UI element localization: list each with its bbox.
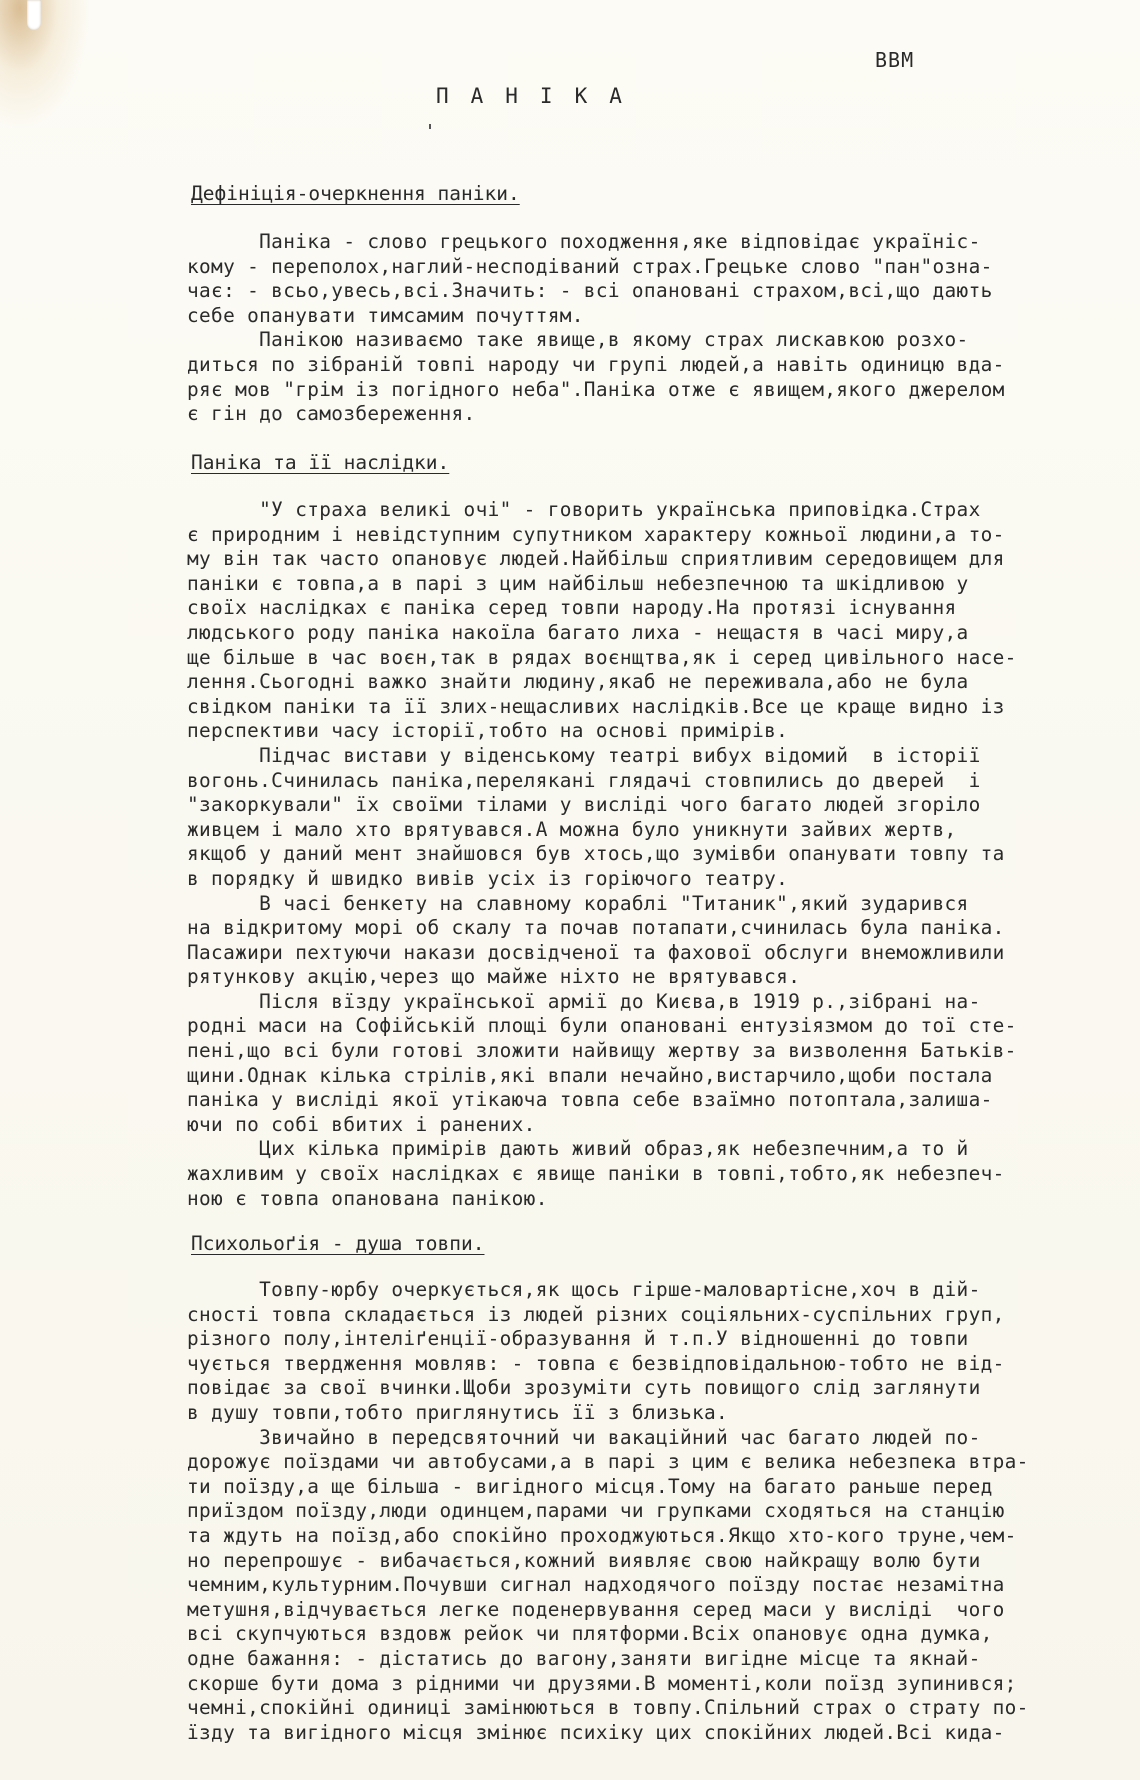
text-line: різного полу,інтеліґенції-образування й т.п.У відношенні до товпи [187,1327,969,1351]
text-line: всі скупчуються вздовж рейок чи плятформи.Всіх опановує одна думка, [187,1622,993,1646]
text-line: "закоркували" їх своїми тілами у висліді чого багато людей згоріло [187,793,981,817]
text-line: лення.Сьогодні важко знайти людину,якаб не переживала,або не була [187,670,969,694]
text-line: в порядку й швидко вивів усіх із горіючого театру. [187,866,789,890]
document-title: ПАНІКА [436,84,644,108]
text-line: сності товпа складається із людей різних соціяльних-суспільних груп, [187,1302,1005,1326]
text-line: людського роду паніка накоїла багато лиха - нещастя в часі миру,а [187,620,969,644]
text-line: є гін до самозбереження. [187,402,476,426]
text-line: одне бажання: - дістатись до вагону,заняти вигідне місце та якнай- [187,1646,981,1670]
text-line: паніка у висліді якої утікаюча товпа себе взаїмно потоптала,залиша- [187,1088,993,1112]
text-line: Після вїзду української армії до Києва,в 1919 р.,зібрані на- [187,989,981,1013]
text-line: чемним,культурним.Почувши сигнал надходячого поїзду постає незамітна [187,1573,1005,1597]
text-line: ряє мов "грім із погідного неба".Паніка отже є явищем,якого джерелом [187,377,1005,401]
text-line: Пасажири пехтуючи накази досвідченої та фахової обслуги внеможливили [187,940,1005,964]
text-line: му він так часто опановує людей.Найбільш сприятливим середовищем для [187,547,1005,571]
section-heading-consequences: Паніка та її наслідки. [191,451,450,474]
ink-mark [429,124,431,129]
section-heading-definition: Дефініція-очеркнення паніки. [191,182,520,205]
document-code: ВВМ [875,48,915,72]
text-line: Звичайно в передсвяточний чи вакаційний час багато людей по- [187,1425,981,1449]
text-line: Підчас вистави у віденському театрі вибух відомий в історії [187,743,981,767]
text-line: кому - переполох,наглий-несподіваний страх.Грецьке слово "пан"озна- [187,254,993,278]
text-line: їзду та вигідного місця змінює психіку цих спокійних людей.Всі кида- [187,1720,1005,1744]
text-line: ною є товпа опанована панікою. [187,1186,548,1210]
text-line: "У страха великі очі" - говорить українська приповідка.Страх [187,498,981,521]
text-line: пені,що всі були готові зложити найвищу жертву за визволення Батьків- [187,1039,1017,1063]
text-line: ючи по собі вбитих і ранених. [187,1112,536,1136]
text-line: метушня,відчувається легке поденервування серед маси у висліді чого [187,1597,1005,1621]
text-line: родні маси на Софійській площі були опановані ентузіязмом до тої сте- [187,1014,1017,1038]
text-line: Товпу-юрбу очеркується,як щось гірше-маловартісне,хоч в дій- [187,1278,981,1301]
text-line: но перепрошує - вибачається,кожний виявляє свою найкращу волю бути [187,1548,981,1572]
text-line: є природним і невідступним супутником характеру кожньої людини,а то- [187,522,1005,546]
text-line: ти поїзду,а ще більша - вигідного місця.Тому на багато раньше перед [187,1474,993,1498]
text-line: скорше бути дома з рідними чи друзями.В моменті,коли поїзд зупинився; [187,1671,1017,1695]
text-line: жахливим у своїх наслідках є явище паніки в товпі,тобто,як небезпеч- [187,1162,1005,1186]
text-line: дорожує поїздами чи автобусами,а в парі з цим є велика небезпека втра- [187,1450,1029,1474]
text-line: В часі бенкету на славному кораблі "Титаник",який зударився [187,891,969,915]
text-line: диться по зібраній товпі народу чи групі людей,а навіть одиницю вда- [187,352,1005,376]
text-line [187,1745,1087,1770]
text-line: рятункову акцію,через що майже ніхто не врятувався. [187,965,801,989]
text-line: ще більше в час воєн,так в рядах воєнщтва,як і серед цивільного насе- [187,645,1017,669]
section-heading-psychology: Психольоґія - душа товпи. [191,1232,485,1255]
text-line: чується твердження мовляв: - товпа є безвідповідальною-тобто не від- [187,1351,1005,1375]
text-line: в душу товпи,тобто приглянутись її з близька. [187,1400,729,1424]
section-body-consequences [187,498,1087,1236]
text-line: щини.Однак кілька стрілів,які впали нечайно,вистарчило,щоби постала [187,1063,993,1087]
text-line: перспективи часу історії,тобто на основі примірів. [187,719,789,743]
text-line: Паніка - слово грецького походження,яке відповідає україніс- [187,230,981,253]
section-body-psychology [187,1278,1087,1770]
punch-hole [27,0,41,30]
text-line: свідком паніки та її злих-нещасливих наслідків.Все це краще видно із [187,694,1005,718]
text-line: повідає за свої вчинки.Щоби зрозуміти суть повищого слід заглянути [187,1376,981,1400]
text-line: якщоб у даний мент знайшовся був хтось,що зумівби опанувати товпу та [187,842,1005,866]
text-line: чає: - всьо,увесь,всі.Значить: - всі опановані страхом,всі,що дають [187,279,993,303]
text-line: на відкритому морі об скалу та почав потапати,счинилась була паніка. [187,916,1005,940]
text-line: живцем і мало хто врятувався.А можна було уникнути зайвих жертв, [187,817,957,841]
text-line: своїх наслідках є паніка серед товпи народу.На протязі існування [187,596,957,620]
text-line: Цих кілька примірів дають живий образ,як небезпечним,а то й [187,1137,969,1161]
text-line: вогонь.Счинилась паніка,перелякані глядачі стовпились до дверей і [187,768,981,792]
text-line: Панікою називаємо таке явище,в якому страх лискавкою розхо- [187,328,969,352]
text-line: паніки є товпа,а в парі з цим найбільш небезпечною та шкідливою у [187,571,969,595]
section-body-definition [187,230,1087,427]
text-line: чемні,спокійні одиниці замінюються в товпу.Спільний страх о страту по- [187,1696,1029,1720]
text-line: себе опанувати тимсамим почуттям. [187,303,584,327]
text-line: приїздом поїзду,люди одинцем,парами чи групками сходяться на станцію [187,1499,1005,1523]
text-line: та ждуть на поїзд,або спокійно проходжуються.Якщо хто-кого труне,чем- [187,1523,1017,1547]
